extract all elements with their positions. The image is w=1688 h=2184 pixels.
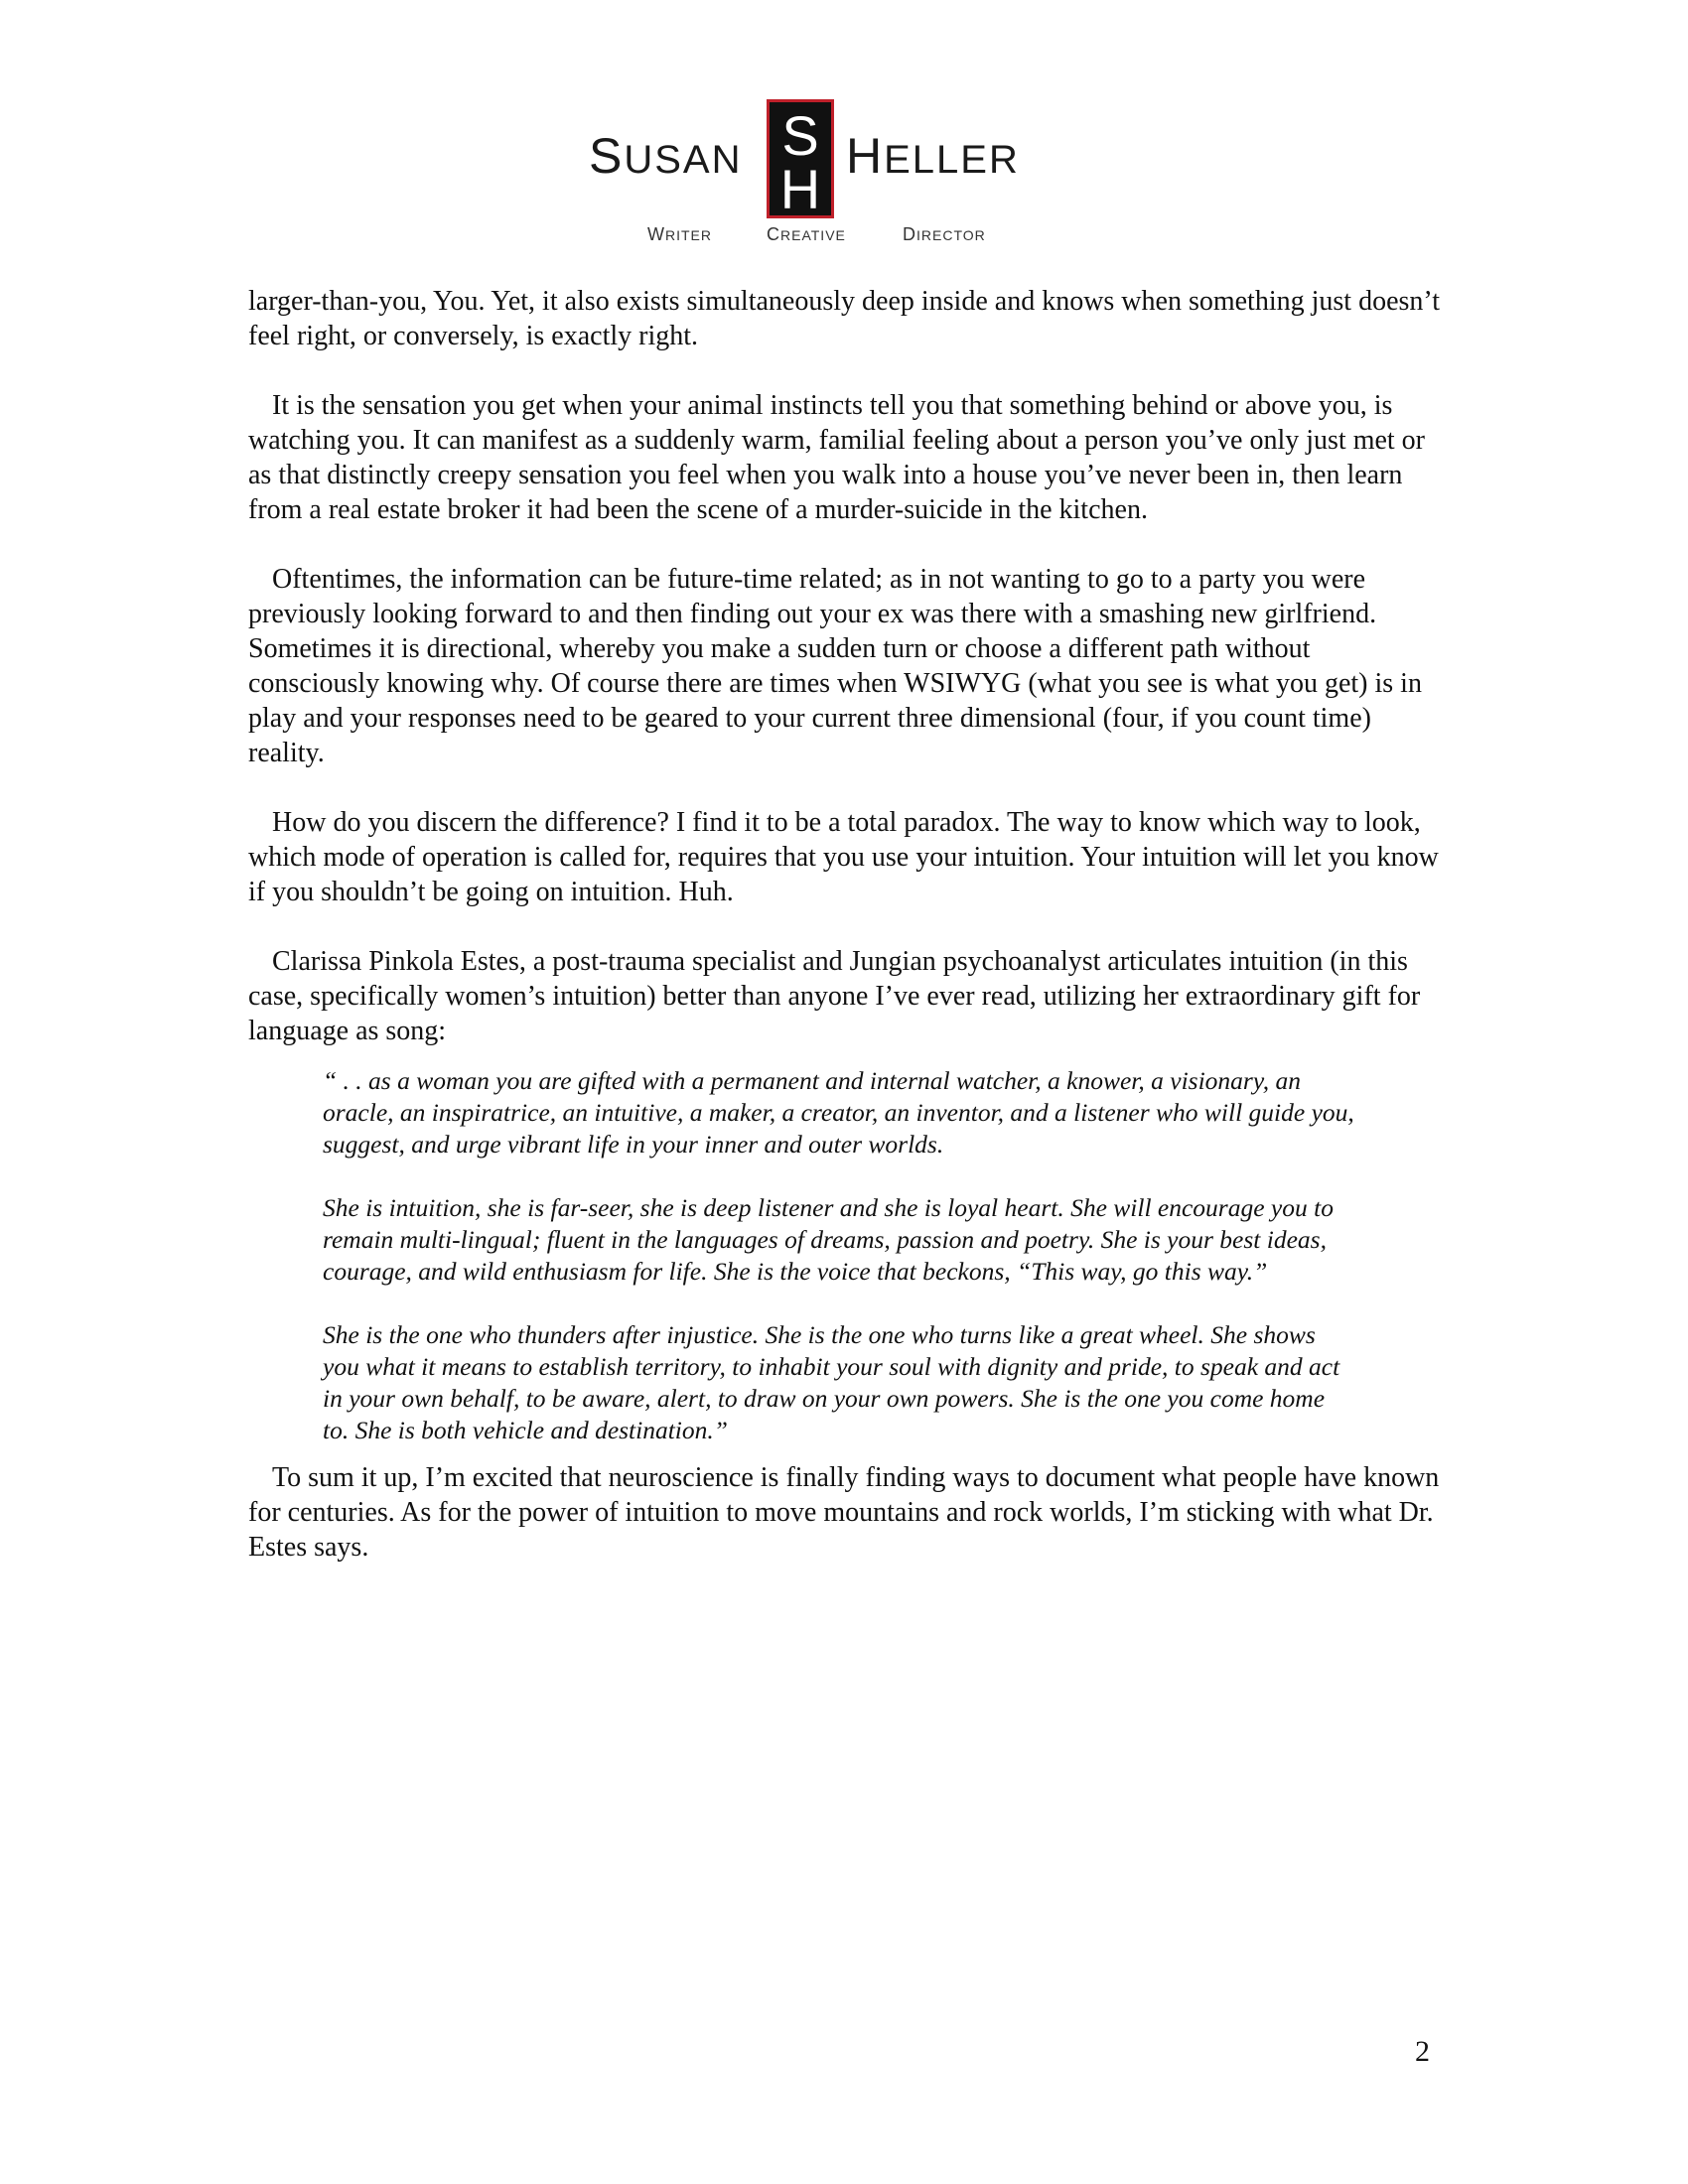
block-quote xyxy=(248,1065,1355,1446)
monogram-letter-bottom: H xyxy=(779,158,821,220)
body-paragraph: How do you discern the difference? I find it to be a total paradox. The way to know which way to look, which mode of operation is called for, requires that you use your intuition. Your intuition will let you know if you shouldn’t be going on intuition. Huh. xyxy=(248,807,1439,907)
body-paragraph: It is the sensation you get when your animal instincts tell you that something behind or above you, is watching you. It can manifest as a suddenly warm, familial feeling about a person you’ve only just met or as that distinctly creepy sensation you feel when you walk into a house you’ve never been in, then learn from a real estate broker it had been the scene of a murder-suicide in the kitchen. xyxy=(248,390,1426,525)
monogram-letter-top: S xyxy=(781,104,819,167)
body-paragraph: Clarissa Pinkola Estes, a post-trauma specialist and Jungian psychoanalyst articulates intuition (in this case, specifically women’s intuition) better than anyone I’ve ever read, utilizing her extraordinary gift for language as song: xyxy=(248,946,1421,1046)
letterhead-role-writer: WRITER xyxy=(647,224,712,244)
body-paragraph: larger-than-you, You. Yet, it also exists simultaneously deep inside and knows when something just doesn’t feel right, or conversely, is exactly right. xyxy=(248,286,1440,351)
page-number: 2 xyxy=(1415,2035,1430,2068)
letterhead-first-name: SUSAN xyxy=(589,128,743,184)
letterhead xyxy=(0,0,1688,248)
body-paragraph: Oftentimes, the information can be future-time related; as in not wanting to go to a party you were previously looking forward to and then finding out your ex was there with a smashing new girlfriend. Sometimes it is directional, whereby you make a sudden turn or choose a different path without consciously knowing why. Of course there are times when WSIWYG (what you see is what you get) is in play and your responses need to be geared to your current three dimensional (four, if you count time) reality. xyxy=(248,564,1422,768)
quote-paragraph: She is intuition, she is far-seer, she is deep listener and she is loyal heart. She will encourage you to remain multi-lingual; fluent in the languages of dreams, passion and poetry. She is your best ideas, courage, and wild enthusiasm for life. She is the voice that beckons, “This way, go this way.” xyxy=(323,1193,1334,1286)
quote-paragraph: “ . . as a woman you are gifted with a permanent and internal watcher, a knower, a visionary, an oracle, an inspiratrice, an intuitive, a maker, a creator, an inventor, and a listener who will guide you, suggest, and urge vibrant life in your inner and outer worlds. xyxy=(323,1066,1354,1159)
quote-paragraph: She is the one who thunders after injustice. She is the one who turns like a great wheel. She shows you what it means to establish territory, to inhabit your soul with dignity and pride, to speak and act in your own behalf, to be aware, alert, to draw on your own powers. She is the one you come home to. She is both vehicle and destination.” xyxy=(323,1320,1340,1444)
document-body xyxy=(248,284,1440,1599)
letterhead-role-director: DIRECTOR xyxy=(903,224,986,244)
closing-paragraph: To sum it up, I’m excited that neuroscience is finally finding ways to document what people have known for centuries. As for the power of intuition to move mountains and rock worlds, I’m sticking with what Dr. Estes says. xyxy=(248,1462,1440,1563)
monogram-logo xyxy=(767,99,834,218)
letterhead-last-name: HELLER xyxy=(846,128,1020,184)
letterhead-role-creative: CREATIVE xyxy=(767,224,846,244)
